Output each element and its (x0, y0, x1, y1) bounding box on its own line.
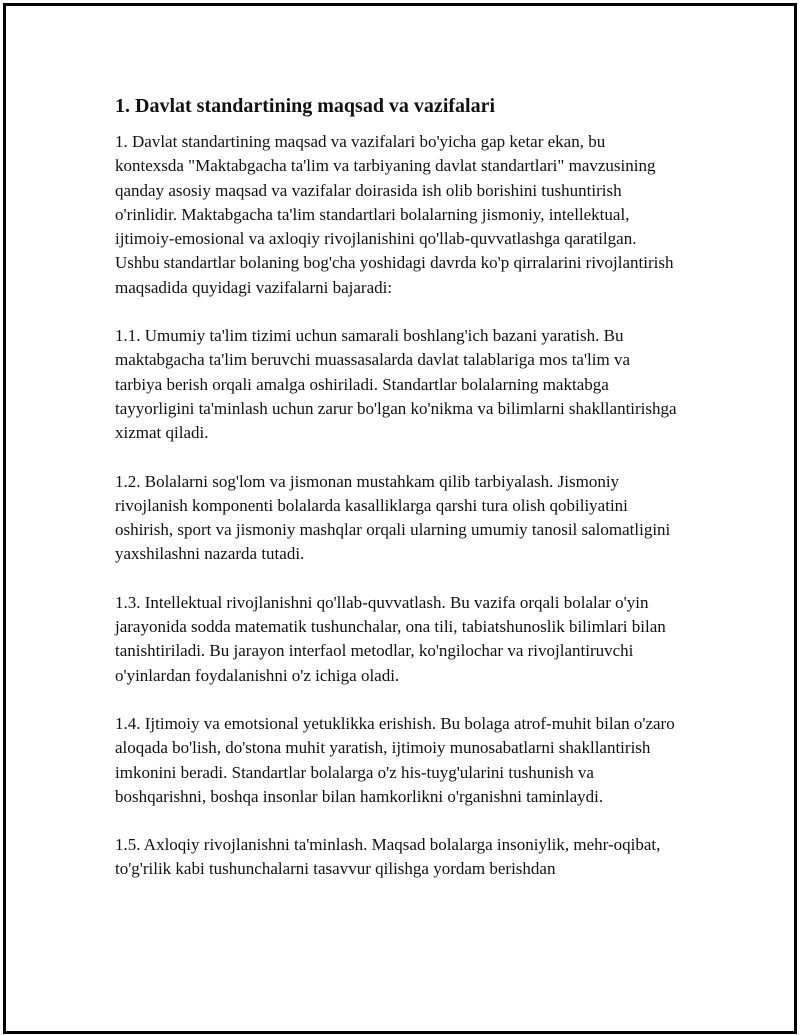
paragraph-1-4: 1.4. Ijtimoiy va emotsional yetuklikka erishish. Bu bolaga atrof-muhit bilan o'zaro aloqada bo'lish, do'stona muhit yaratish, ijtimoiy munosabatlarni shakllantirish imkonini beradi. Standartlar bolalarga o'z his-tuyg'ularini tushunish va boshqarishni, boshqa insonlar bilan hamkorlikni o'rganishni taminlaydi. (115, 713, 675, 806)
paragraph-intro: 1. Davlat standartining maqsad va vazifalari bo'yicha gap ketar ekan, bu kontexsda "Maktabgacha ta'lim va tarbiyaning davlat standartlari" mavzusining qanday asosiy maqsad va vazifalar doirasida ish olib borishini tushuntirish o'rinlidir. Maktabgacha ta'lim standartlari bolalarning jismoniy, intellektual, ijtimoiy-emosional va axloqiy rivojlanishini qo'llab-quvvatlashga qaratilgan. Ushbu standartlar bolaning bog'cha yoshidagi davrda ko'p qirralarini rivojlantirish maqsadida quyidagi vazifalarni bajaradi: (115, 132, 674, 297)
paragraph-1-3: 1.3. Intellektual rivojlanishni qo'llab-quvvatlash. Bu vazifa orqali bolalar o'yin jarayonida sodda matematik tushunchalar, ona tili, tabiatshunoslik bilimlari bilan tanishtiriladi. Bu jarayon interfaol metodlar, ko'ngilochar va rivojlantiruvchi o'yinlardan foydalanishni o'z ichiga oladi. (115, 592, 666, 685)
paragraph-1-2: 1.2. Bolalarni sog'lom va jismonan mustahkam qilib tarbiyalash. Jismoniy rivojlanish komponenti bolalarda kasalliklarga qarshi tura olish qobiliyatini oshirish, sport va jismoniy mashqlar orqali ularning umumiy tanosil salomatligini yaxshilashni nazarda tutadi. (115, 471, 671, 564)
paragraph-1-1: 1.1. Umumiy ta'lim tizimi uchun samarali boshlang'ich bazani yaratish. Bu maktabgacha ta'lim beruvchi muassasalarda davlat talablariga mos ta'lim va tarbiya berish orqali amalga oshiriladi. Standartlar bolalarning maktabga tayyorligini ta'minlash uchun zarur bo'lgan ko'nikma va bilimlarni shakllantirishga xizmat qiladi. (115, 326, 677, 443)
document-body (115, 92, 677, 906)
paragraph-1-5: 1.5. Axloqiy rivojlanishni ta'minlash. Maqsad bolalarga insoniylik, mehr-oqibat, to'g'rilik kabi tushunchalarni tasavvur qilishga yordam berishdan (115, 835, 661, 879)
section-heading: 1. Davlat standartining maqsad va vazifalari (115, 95, 496, 117)
